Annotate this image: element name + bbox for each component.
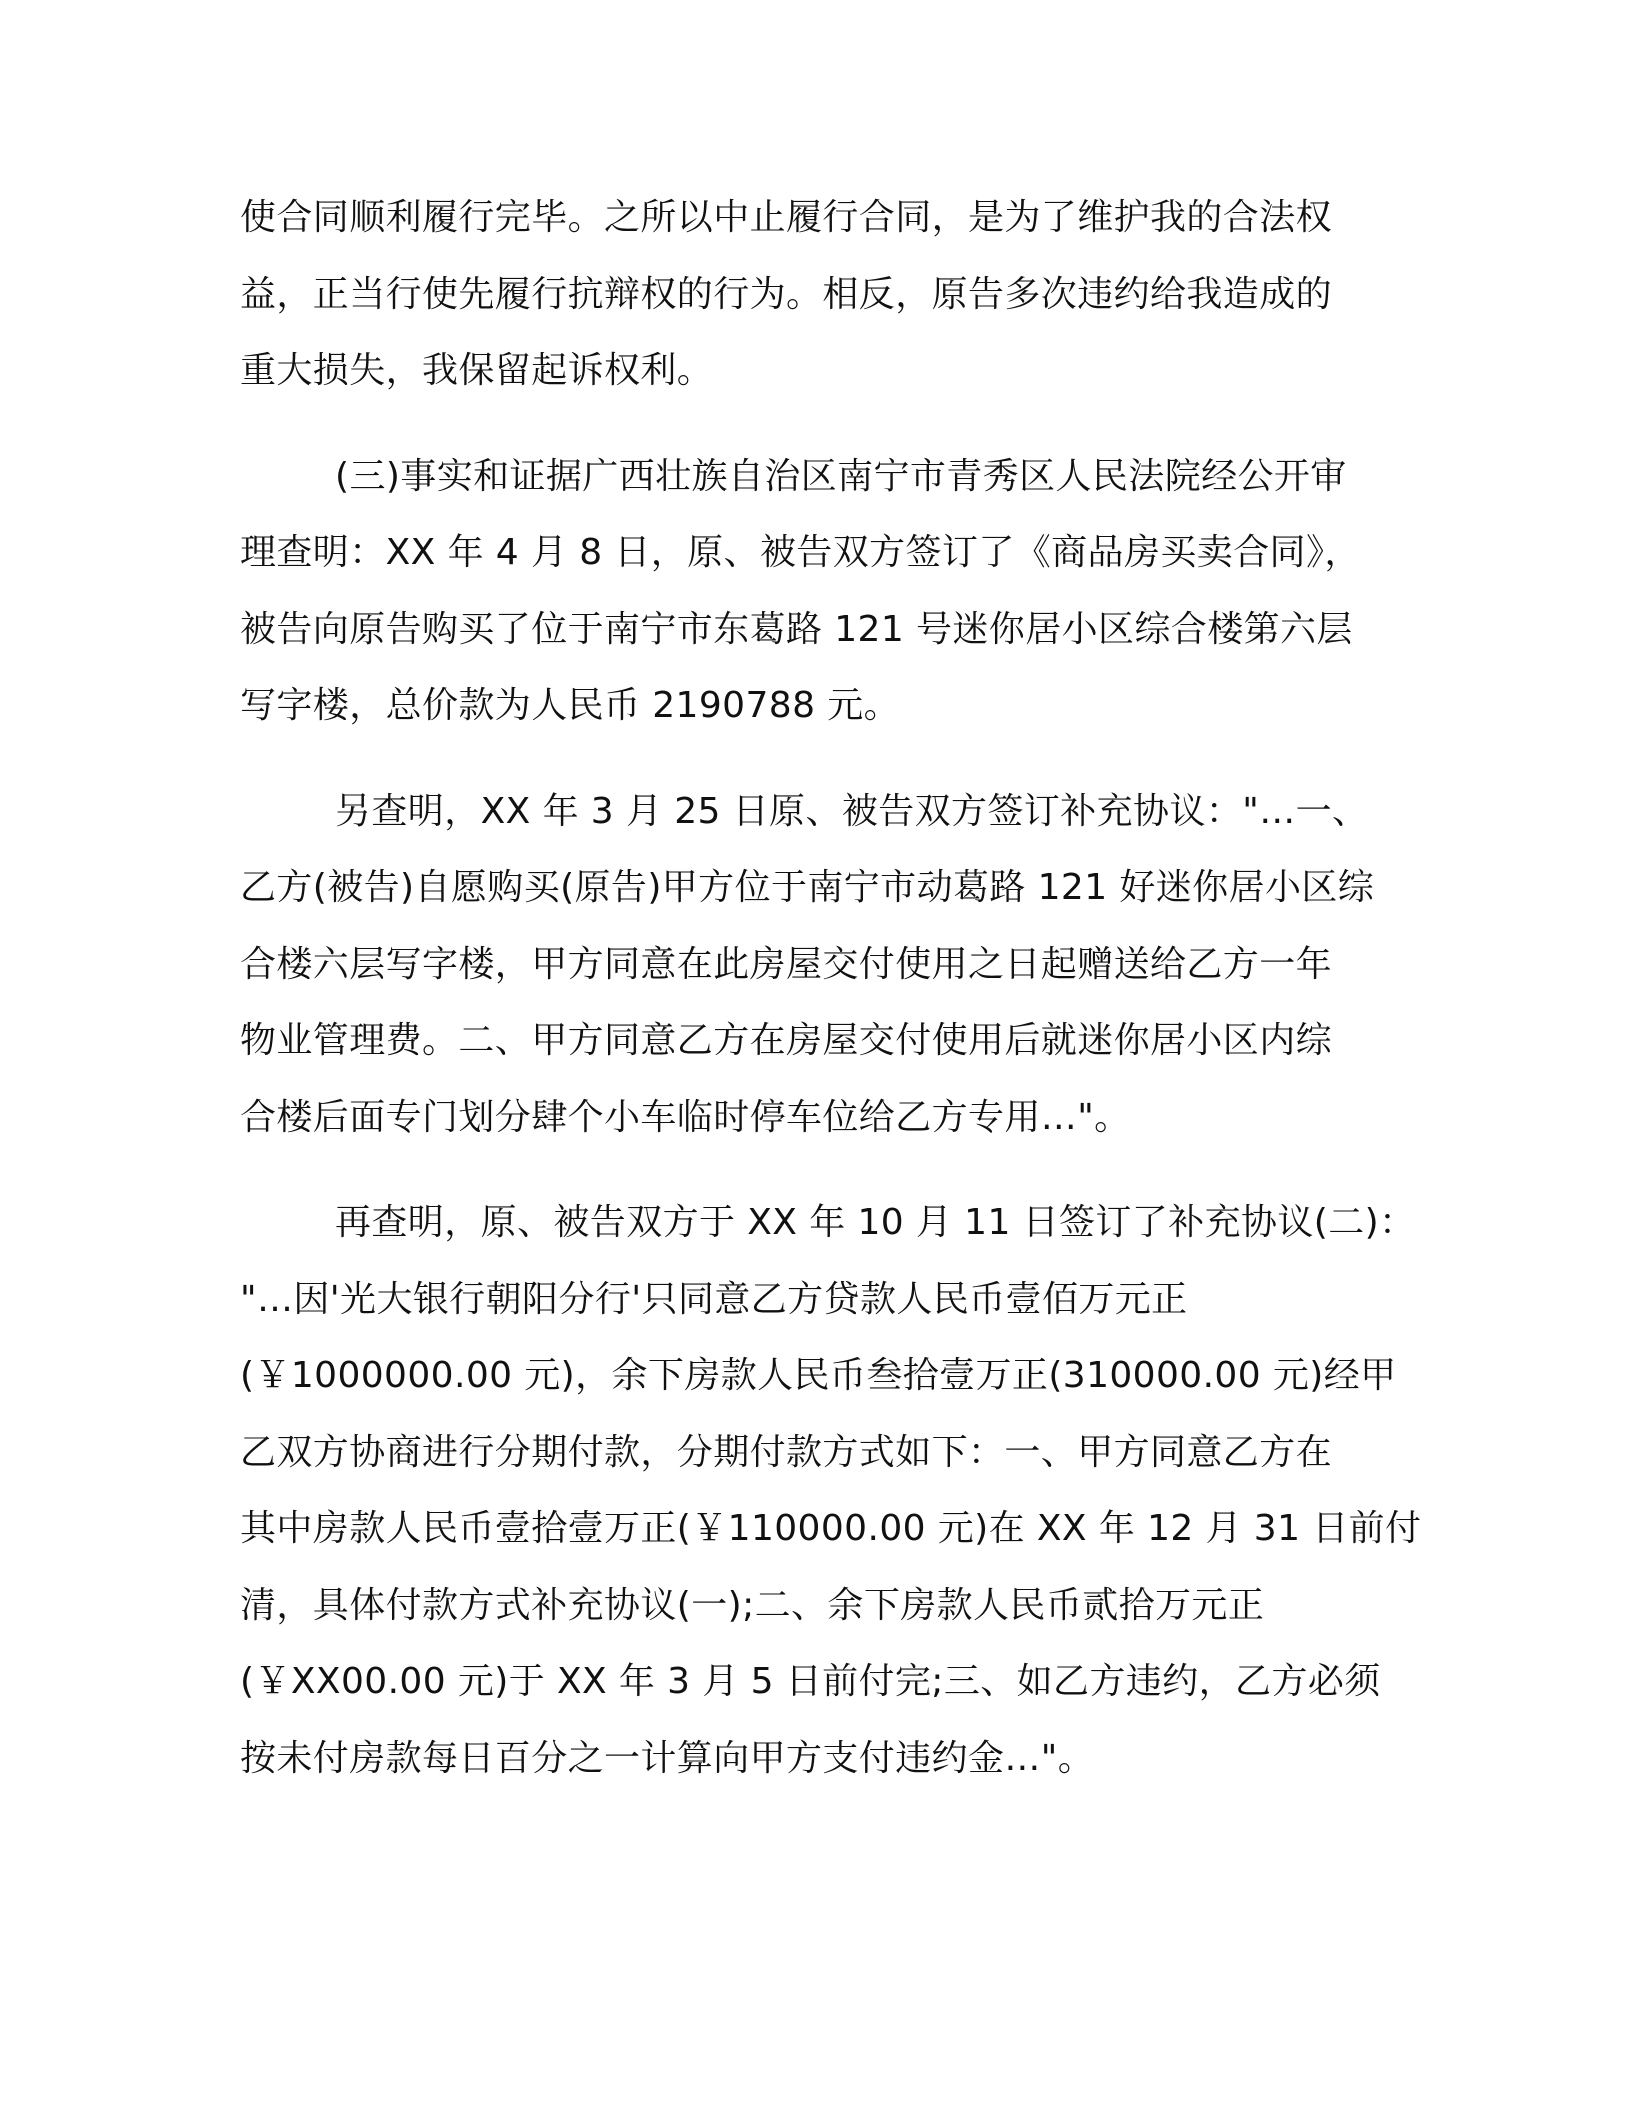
paragraph-3 (240, 774, 1400, 1157)
text-line: (￥XX00.00 元)于 XX 年 3 月 5 日前付完;三、如乙方违约，乙方必须 (240, 1661, 1381, 1702)
text-line: 其中房款人民币壹拾壹万正(￥110000.00 元)在 XX 年 12 月 31 日前付 (240, 1508, 1422, 1549)
text-line: (三)事实和证据广西壮族自治区南宁市青秀区人民法院经公开审 (335, 455, 1347, 497)
text-line: 另查明，XX 年 3 月 25 日原、被告双方签订补充协议："…一、 (335, 790, 1369, 832)
paragraph-2 (240, 439, 1400, 745)
paragraph-1 (240, 180, 1400, 410)
text-line: 物业管理费。二、甲方同意乙方在房屋交付使用后就迷你居小区内综 (240, 1020, 1333, 1061)
text-line: 乙双方协商进行分期付款，分期付款方式如下：一、甲方同意乙方在 (240, 1431, 1333, 1473)
text-line: 合楼后面专门划分肆个小车临时停车位给乙方专用…"。 (240, 1096, 1131, 1138)
text-line: 乙方(被告)自愿购买(原告)甲方位于南宁市动葛路 121 好迷你居小区综 (240, 867, 1375, 908)
text-line: 按未付房款每日百分之一计算向甲方支付违约金…"。 (240, 1737, 1095, 1779)
text-line: 合楼六层写字楼，甲方同意在此房屋交付使用之日起赠送给乙方一年 (240, 943, 1333, 985)
text-line: 写字楼，总价款为人民币 2190788 元。 (240, 685, 901, 726)
text-line: 益，正当行使先履行抗辩权的行为。相反，原告多次违约给我造成的 (240, 273, 1333, 315)
text-line: "…因'光大银行朝阳分行'只同意乙方贷款人民币壹佰万元正 (240, 1278, 1188, 1320)
text-line: 清，具体付款方式补充协议(一);二、余下房款人民币贰拾万元正 (240, 1584, 1265, 1626)
document-body (240, 180, 1422, 1797)
text-line: (￥1000000.00 元)，余下房款人民币叁拾壹万正(310000.00 元)经甲 (240, 1355, 1397, 1396)
text-line: 再查明，原、被告双方于 XX 年 10 月 11 日签订了补充协议(二)： (335, 1202, 1416, 1243)
text-line: 重大损失，我保留起诉权利。 (240, 350, 714, 391)
paragraph-4 (240, 1185, 1422, 1797)
text-line: 被告向原告购买了位于南宁市东葛路 121 号迷你居小区综合楼第六层 (240, 608, 1353, 650)
text-line: 理查明：XX 年 4 月 8 日，原、被告双方签订了《商品房买卖合同》， (240, 532, 1361, 573)
text-line: 使合同顺利履行完毕。之所以中止履行合同，是为了维护我的合法权 (240, 197, 1333, 238)
